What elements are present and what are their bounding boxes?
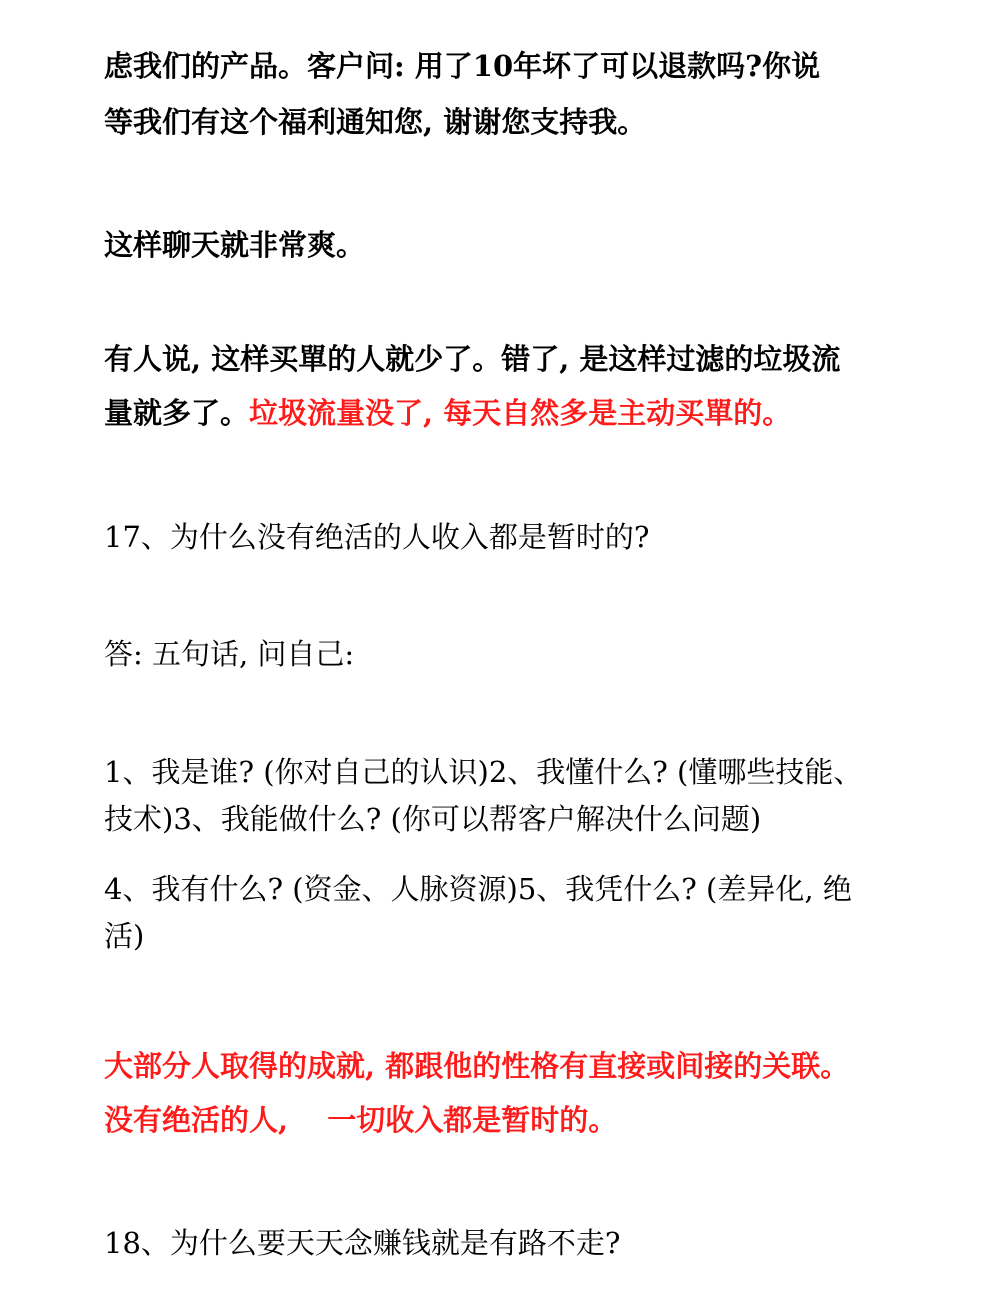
list-line-4: 活) — [104, 919, 145, 953]
paragraph-line-1: 虑我们的产品。客户问: 用了10年坏了可以退款吗?你说 — [104, 49, 821, 83]
list-line-1: 1、我是谁? (你对自己的认识)2、我懂什么? (懂哪些技能、 — [104, 755, 863, 789]
paragraph-line-5-red-highlight: 垃圾流量没了, 每天自然多是主动买單的。 — [249, 396, 792, 430]
question-18-heading: 18、为什么要天天念赚钱就是有路不走? — [104, 1226, 621, 1260]
paragraph-line-2: 等我们有这个福利通知您, 谢谢您支持我。 — [104, 105, 647, 139]
paragraph-line-3: 这样聊天就非常爽。 — [104, 228, 366, 262]
paragraph-line-5-black: 量就多了。 — [104, 396, 250, 430]
red-highlight-line-1: 大部分人取得的成就, 都跟他的性格有直接或间接的关联。 — [104, 1049, 850, 1083]
red-highlight-line-2: 没有绝活的人, 一切收入都是暂时的。 — [104, 1103, 618, 1137]
list-line-3: 4、我有什么? (资金、人脉资源)5、我凭什么? (差异化, 绝 — [104, 872, 852, 906]
question-17-heading: 17、为什么没有绝活的人收入都是暂时的? — [104, 520, 650, 554]
paragraph-line-5 — [104, 393, 904, 433]
list-line-2: 技术)3、我能做什么? (你可以帮客户解决什么问题) — [104, 802, 762, 836]
paragraph-line-4: 有人说, 这样买單的人就少了。错了, 是这样过滤的垃圾流 — [104, 342, 841, 376]
answer-intro: 答: 五句话, 问自己: — [104, 637, 355, 671]
